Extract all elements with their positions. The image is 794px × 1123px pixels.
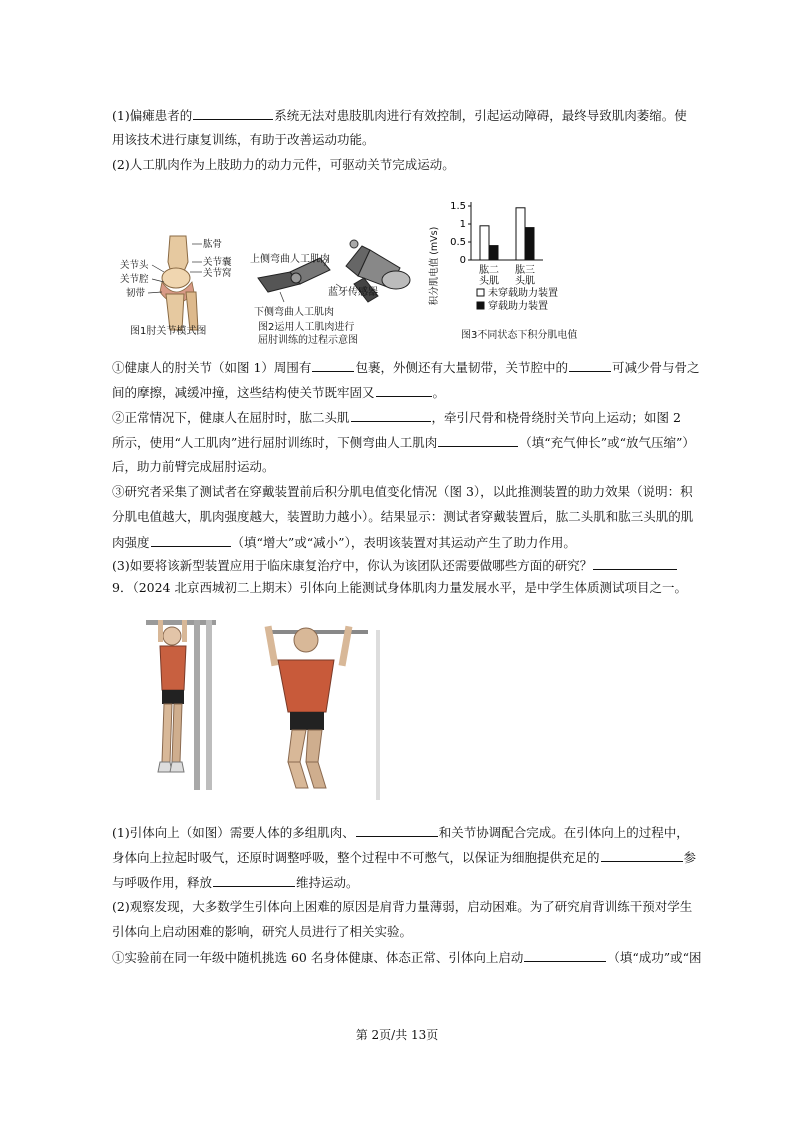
bar-with-device-2 [525, 228, 534, 260]
answer-blank[interactable] [351, 409, 431, 422]
fig2-label-lower: 下侧弯曲人工肌肉 [254, 307, 334, 318]
answer-blank[interactable] [356, 824, 438, 837]
figure-pull-up [138, 612, 388, 804]
q2-c-line2: 分肌电值越大，肌肉强度越大，装置助力越小）。结果显示：测试者穿戴装置后，肱二头肌和肱三头肌的肌 [112, 509, 694, 524]
fig2-caption-line1: 图2运用人工肌肉进行 [258, 322, 355, 333]
page-footer: 第 2页/共 13页 [355, 1028, 439, 1042]
q1-line2: 用该技术进行康复训练，有助于改善运动功能。 [112, 132, 375, 147]
chart-legend [477, 286, 558, 312]
category-label: 头肌 [515, 276, 535, 287]
bar-without-device-2 [516, 208, 525, 260]
y-tick-label: 0 [459, 255, 466, 266]
pull-up-illustration [138, 612, 388, 804]
q9-p4: (2)观察发现，大多数学生引体向上困难的原因是肩背力量薄弱，启动困难。为了研究肩背训练干预对学生 [112, 899, 693, 914]
q9-p2: 身体向上拉起时吸气，还原时调整呼吸，整个过程中不可憋气，以保证为细胞提供充足的 参 [112, 850, 697, 865]
answer-blank[interactable] [213, 874, 295, 887]
category-label: 头肌 [479, 276, 499, 287]
fig2-label-upper: 上侧弯曲人工肌肉 [250, 254, 330, 265]
chart-categories [479, 263, 535, 287]
y-tick-label: 1 [459, 219, 466, 230]
q1-line3: (2)人工肌肉作为上肢助力的动力元件，可驱动关节完成运动。 [112, 157, 455, 172]
fig3-caption: 图3不同状态下积分肌电值 [461, 330, 578, 341]
legend-label: 穿载助力装置 [488, 301, 548, 312]
label-ligament: 韧带 [126, 288, 146, 299]
q2-c-line1: ③研究者采集了测试者在穿戴装置前后积分肌电值变化情况（图 3），以此推测装置的助力效果（说明：积 [112, 484, 693, 499]
q9-p5: 引体向上启动困难的影响，研究人员进行了相关实验。 [112, 924, 413, 939]
label-joint-socket: 关节窝 [203, 268, 232, 279]
y-tick-label: 0.5 [450, 237, 466, 248]
answer-blank[interactable] [601, 849, 683, 862]
elbow-joint-diagram [112, 232, 232, 332]
q9-p3: 与呼吸作用，释放 维持运动。 [112, 875, 359, 890]
q2-a-line2: 间的摩擦，减缓冲撞，这些结构使关节既牢固又 。 [112, 385, 446, 400]
q2-b-line3: 后，助力前臂完成屈肘运动。 [112, 459, 275, 474]
label-joint-head: 关节头 [120, 260, 149, 271]
legend-swatch [477, 302, 484, 309]
answer-blank[interactable] [524, 949, 606, 962]
label-humerus: 肱骨 [203, 239, 223, 250]
chart-ticks [450, 201, 471, 266]
answer-blank[interactable] [151, 534, 231, 547]
fig2-label-sensor: 蓝牙传感器 [328, 287, 378, 298]
fig1-caption: 图1肘关节模式图 [130, 326, 207, 337]
q2-b-line2: 所示，使用“人工肌肉”进行屈肘训练时，下侧弯曲人工肌肉 （填“充气伸长”或“放气压缩”） [112, 435, 695, 450]
fig2-caption-line2: 屈肘训练的过程示意图 [258, 335, 358, 346]
q9-p6: ①实验前在同一年级中随机挑选 60 名身体健康、体态正常、引体向上启动 （填“成功”或“困 [112, 950, 702, 965]
bar-without-device-1 [480, 226, 489, 260]
figure-elbow-joint [112, 232, 232, 332]
answer-blank[interactable] [376, 384, 432, 397]
legend-label: 未穿载助力装置 [488, 288, 558, 299]
label-joint-capsule: 关节囊 [203, 257, 232, 268]
bar-with-device-1 [489, 246, 498, 260]
q2-a-line1: ①健康人的肘关节（如图 1）周围有 包裹，外侧还有大量韧带，关节腔中的 可减少骨与骨之 [112, 360, 700, 375]
answer-blank[interactable] [593, 557, 677, 570]
q9-p1: (1)引体向上（如图）需要人体的多组肌肉、 和关节协调配合完成。在引体向上的过程中， [112, 825, 689, 840]
answer-blank[interactable] [438, 434, 518, 447]
q2-b-line1: ②正常情况下，健康人在屈肘时，肱二头肌 ，牵引尺骨和桡骨绕肘关节向上运动；如图 2 [112, 410, 681, 425]
answer-blank[interactable] [193, 107, 273, 120]
q2-c-line3: 肉强度 （填“增大”或“减小”），表明该装置对其运动产生了助力作用。 [112, 535, 576, 550]
chart-bars [480, 208, 534, 260]
q2-d-line1: (3)如要将该新型装置应用于临床康复治疗中，你认为该团队还需要做哪些方面的研究？ [112, 557, 678, 574]
legend-swatch [477, 289, 484, 296]
answer-blank[interactable] [569, 359, 611, 372]
chart-ylabel: 积分肌电值 (mVs) [429, 226, 440, 306]
q1-line1: (1)偏瘫患者的 系统无法对患肢肌肉进行有效控制，引起运动障碍，最终导致肌肉萎缩。使 [112, 108, 687, 123]
q9-heading: 9．（2024 北京西城初二上期末）引体向上能测试身体肌肉力量发展水平，是中学生体质测试项目之一。 [112, 580, 687, 595]
label-joint-cavity: 关节腔 [120, 274, 149, 285]
category-label: 肱三 [515, 265, 535, 276]
category-label: 肱二 [479, 265, 499, 276]
answer-blank[interactable] [312, 359, 354, 372]
y-tick-label: 1.5 [450, 201, 466, 212]
